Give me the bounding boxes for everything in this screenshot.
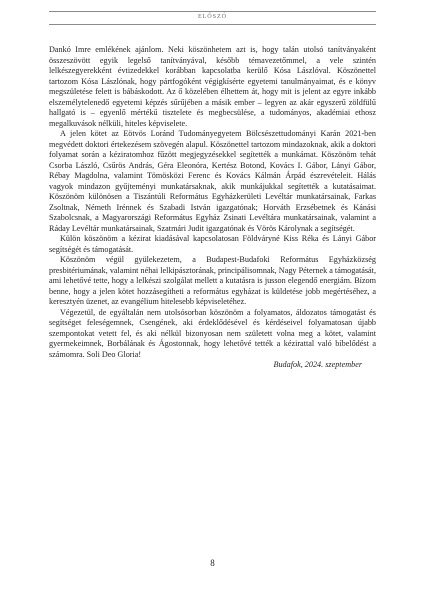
- running-header: [49, 11, 376, 25]
- paragraph-family-thanks: Végezetül, de egyáltalán nem utolsósorban köszönöm a folyamatos, áldozatos támogatást és segítséget feleségemnek, Csengének, aki érdeklődésével és kérdéseivel folyamatosan újabb szempontokat vetett fel, és aki nélkül bizonyosan nem született volna meg a kötet, valamint gyermekeimnek, Borbálának és Ágostonnak, hogy lehetővé tették a kézirattal való bíbelődést a számomra. Soli Deo Gloria!: [49, 307, 376, 359]
- paragraph-publication-thanks: Külön köszönöm a kézirat kiadásával kapcsolatosan Földváryné Kiss Réka és Lányi Gábor segítségét és támogatását.: [49, 234, 376, 254]
- running-title: ELŐSZÓ: [197, 13, 228, 20]
- paragraph-dedication: Dankó Imre emlékének ajánlom. Neki köszönhetem azt is, hogy talán utolsó tanítványaként összeszövött egyik legelső tanítványával, később témavezetőmmel, a vele szintén lelkészegyerekként évtizedekkel korábban kapcsolatba kerülő Kósa Lászlóval. Köszönettel tartozom Kósa Lászlónak, hogy pártfogóként végigkísérte egyetemi tanulmányaimat, és e könyv megszületése felett is bábáskodott. Az ő közelében élhettem át, hogy mit is jelent az egyre inkább elszemélytelenedő egyetemi képzés sűrűjében a másik ember – legyen az akár egyszerű zöldfülű hallgató is – egyenlő mértékű tisztelete és megbecsülése, a tudományos, akadémiai ethosz megalkuvások nélküli, hiteles képviselete.: [49, 45, 376, 128]
- signature-place-date: Budafok, 2024. szeptember: [273, 360, 362, 369]
- body-text: [49, 45, 376, 371]
- paragraph-congregation-thanks: Köszönöm végül gyülekezetem, a Budapest-Budafoki Református Egyházközség presbitériumának, valamint néhai lelkipásztorának, principálisomnak, Nagy Péternek a támogatását, ami lehetővé tette, hogy a lelkészi szolgálat mellett a kutatásra is jusson elegendő energiám. Bízom benne, hogy a jelen kötet hozzásegítheti a református egyházat is küldetése jobb megértéséhez, a keresztyén üzenet, az evangélium hitelesebb képviseletéhez.: [49, 255, 376, 306]
- paragraph-acknowledgements: A jelen kötet az Eötvös Loránd Tudományegyetem Bölcsészettudományi Karán 2021-ben megvédett doktori értekezésem szövegén alapul. Köszönettel tartozom mindazoknak, akik a doktori folyamat során a kéziratomhoz fűzött megjegyzésekkel segítették a munkámat. Köszönöm tehát Csorba László, Csűrös András, Géra Eleonóra, Kertész Botond, Kovács I. Gábor, Lányi Gábor, Rébay Magdolna, valamint Tömösközi Ferenc és Kovács Kálmán Árpád észrevételeit. Hálás vagyok mindazon gyűjteményi munkatársaknak, akik munkájukkal segítették a kutatásaimat. Köszönöm különösen a Tiszántúli Református Egyházkerületi Levéltár munkatársainak, Farkas Zsoltnak, Németh Irénnek és Szabadi István igazgatónak; Horváth Erzsébetnek és Kánási Szabolcsnak, a Magyarországi Református Egyház Zsinati Levéltára munkatársainak, valamint a Ráday Levéltár munkatársainak, Szatmári Judit igazgatónak és Vörös Károlynak a segítségét.: [49, 129, 376, 233]
- page-number: 8: [210, 558, 215, 568]
